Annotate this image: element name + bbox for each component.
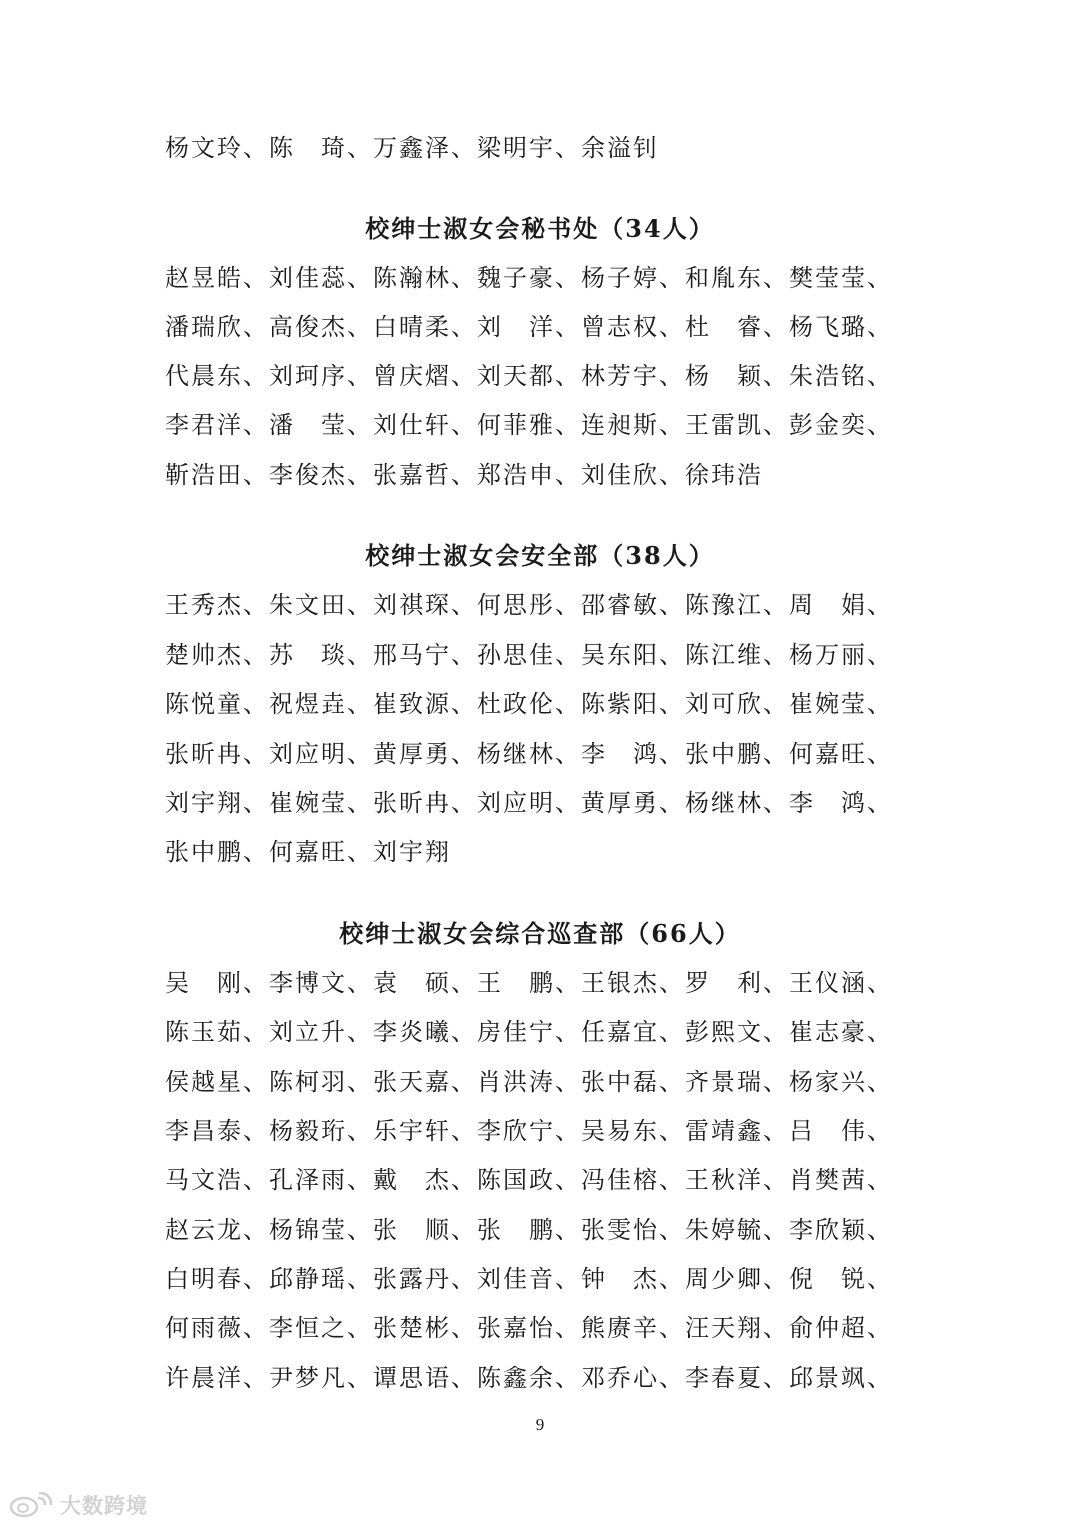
name-line: 代晨东、刘珂序、曾庆熠、刘天都、林芳宇、杨 颖、朱浩铭、 [165,362,893,390]
section-heading-secretariat: 校绅士淑女会秘书处（34人） [365,214,715,243]
name-line: 陈悦童、祝煜垚、崔致源、杜政伦、陈紫阳、刘可欣、崔婉莹、 [165,690,893,718]
name-line: 靳浩田、李俊杰、张嘉哲、郑浩申、刘佳欣、徐玮浩 [165,461,763,489]
name-line: 潘瑞欣、高俊杰、白晴柔、刘 洋、曾志权、杜 睿、杨飞璐、 [165,313,893,341]
name-line: 李君洋、潘 莹、刘仕轩、何菲雅、连昶斯、王雷凯、彭金奕、 [165,411,893,439]
name-line: 李昌泰、杨毅珩、乐宇轩、李欣宁、吴易东、雷靖鑫、吕 伟、 [165,1117,893,1145]
name-line: 赵昱皓、刘佳蕊、陈瀚林、魏子豪、杨子婷、和胤东、樊莹莹、 [165,264,893,292]
name-line: 张中鹏、何嘉旺、刘宇翔 [165,838,451,866]
watermark-text: 大数跨境 [60,1494,148,1518]
name-line: 刘宇翔、崔婉莹、张昕冉、刘应明、黄厚勇、杨继林、李 鸿、 [165,789,893,817]
name-line: 杨文玲、陈 琦、万鑫泽、梁明宇、余溢钊 [165,134,659,162]
name-line: 何雨薇、李恒之、张楚彬、张嘉怡、熊赓辛、汪天翔、俞仲超、 [165,1314,893,1342]
name-line: 白明春、邱静瑶、张露丹、刘佳音、钟 杰、周少卿、倪 锐、 [165,1265,893,1293]
name-line: 楚帅杰、苏 琰、邢马宁、孙思佳、吴东阳、陈江维、杨万丽、 [165,641,893,669]
watermark [8,1490,148,1520]
name-line: 王秀杰、朱文田、刘祺琛、何思彤、邵睿敏、陈豫江、周 娟、 [165,591,893,619]
section-heading-patrol: 校绅士淑女会综合巡查部（66人） [339,919,741,948]
weibo-logo-icon [8,1492,56,1518]
page-number: 9 [535,1415,545,1434]
section-heading-security: 校绅士淑女会安全部（38人） [365,541,715,570]
name-line: 赵云龙、杨锦莹、张 顺、张 鹏、张雯怡、朱婷毓、李欣颖、 [165,1216,893,1244]
name-line: 马文浩、孔泽雨、戴 杰、陈国政、冯佳榕、王秋洋、肖樊茜、 [165,1166,893,1194]
name-line: 侯越星、陈柯羽、张天嘉、肖洪涛、张中磊、齐景瑞、杨家兴、 [165,1068,893,1096]
name-line: 陈玉茹、刘立升、李炎曦、房佳宁、任嘉宜、彭熙文、崔志豪、 [165,1018,893,1046]
name-line: 张昕冉、刘应明、黄厚勇、杨继林、李 鸿、张中鹏、何嘉旺、 [165,740,893,768]
name-line: 许晨洋、尹梦凡、谭思语、陈鑫余、邓乔心、李春夏、邱景飒、 [165,1364,893,1392]
name-line: 吴 刚、李博文、袁 硕、王 鹏、王银杰、罗 利、王仪涵、 [165,969,893,997]
